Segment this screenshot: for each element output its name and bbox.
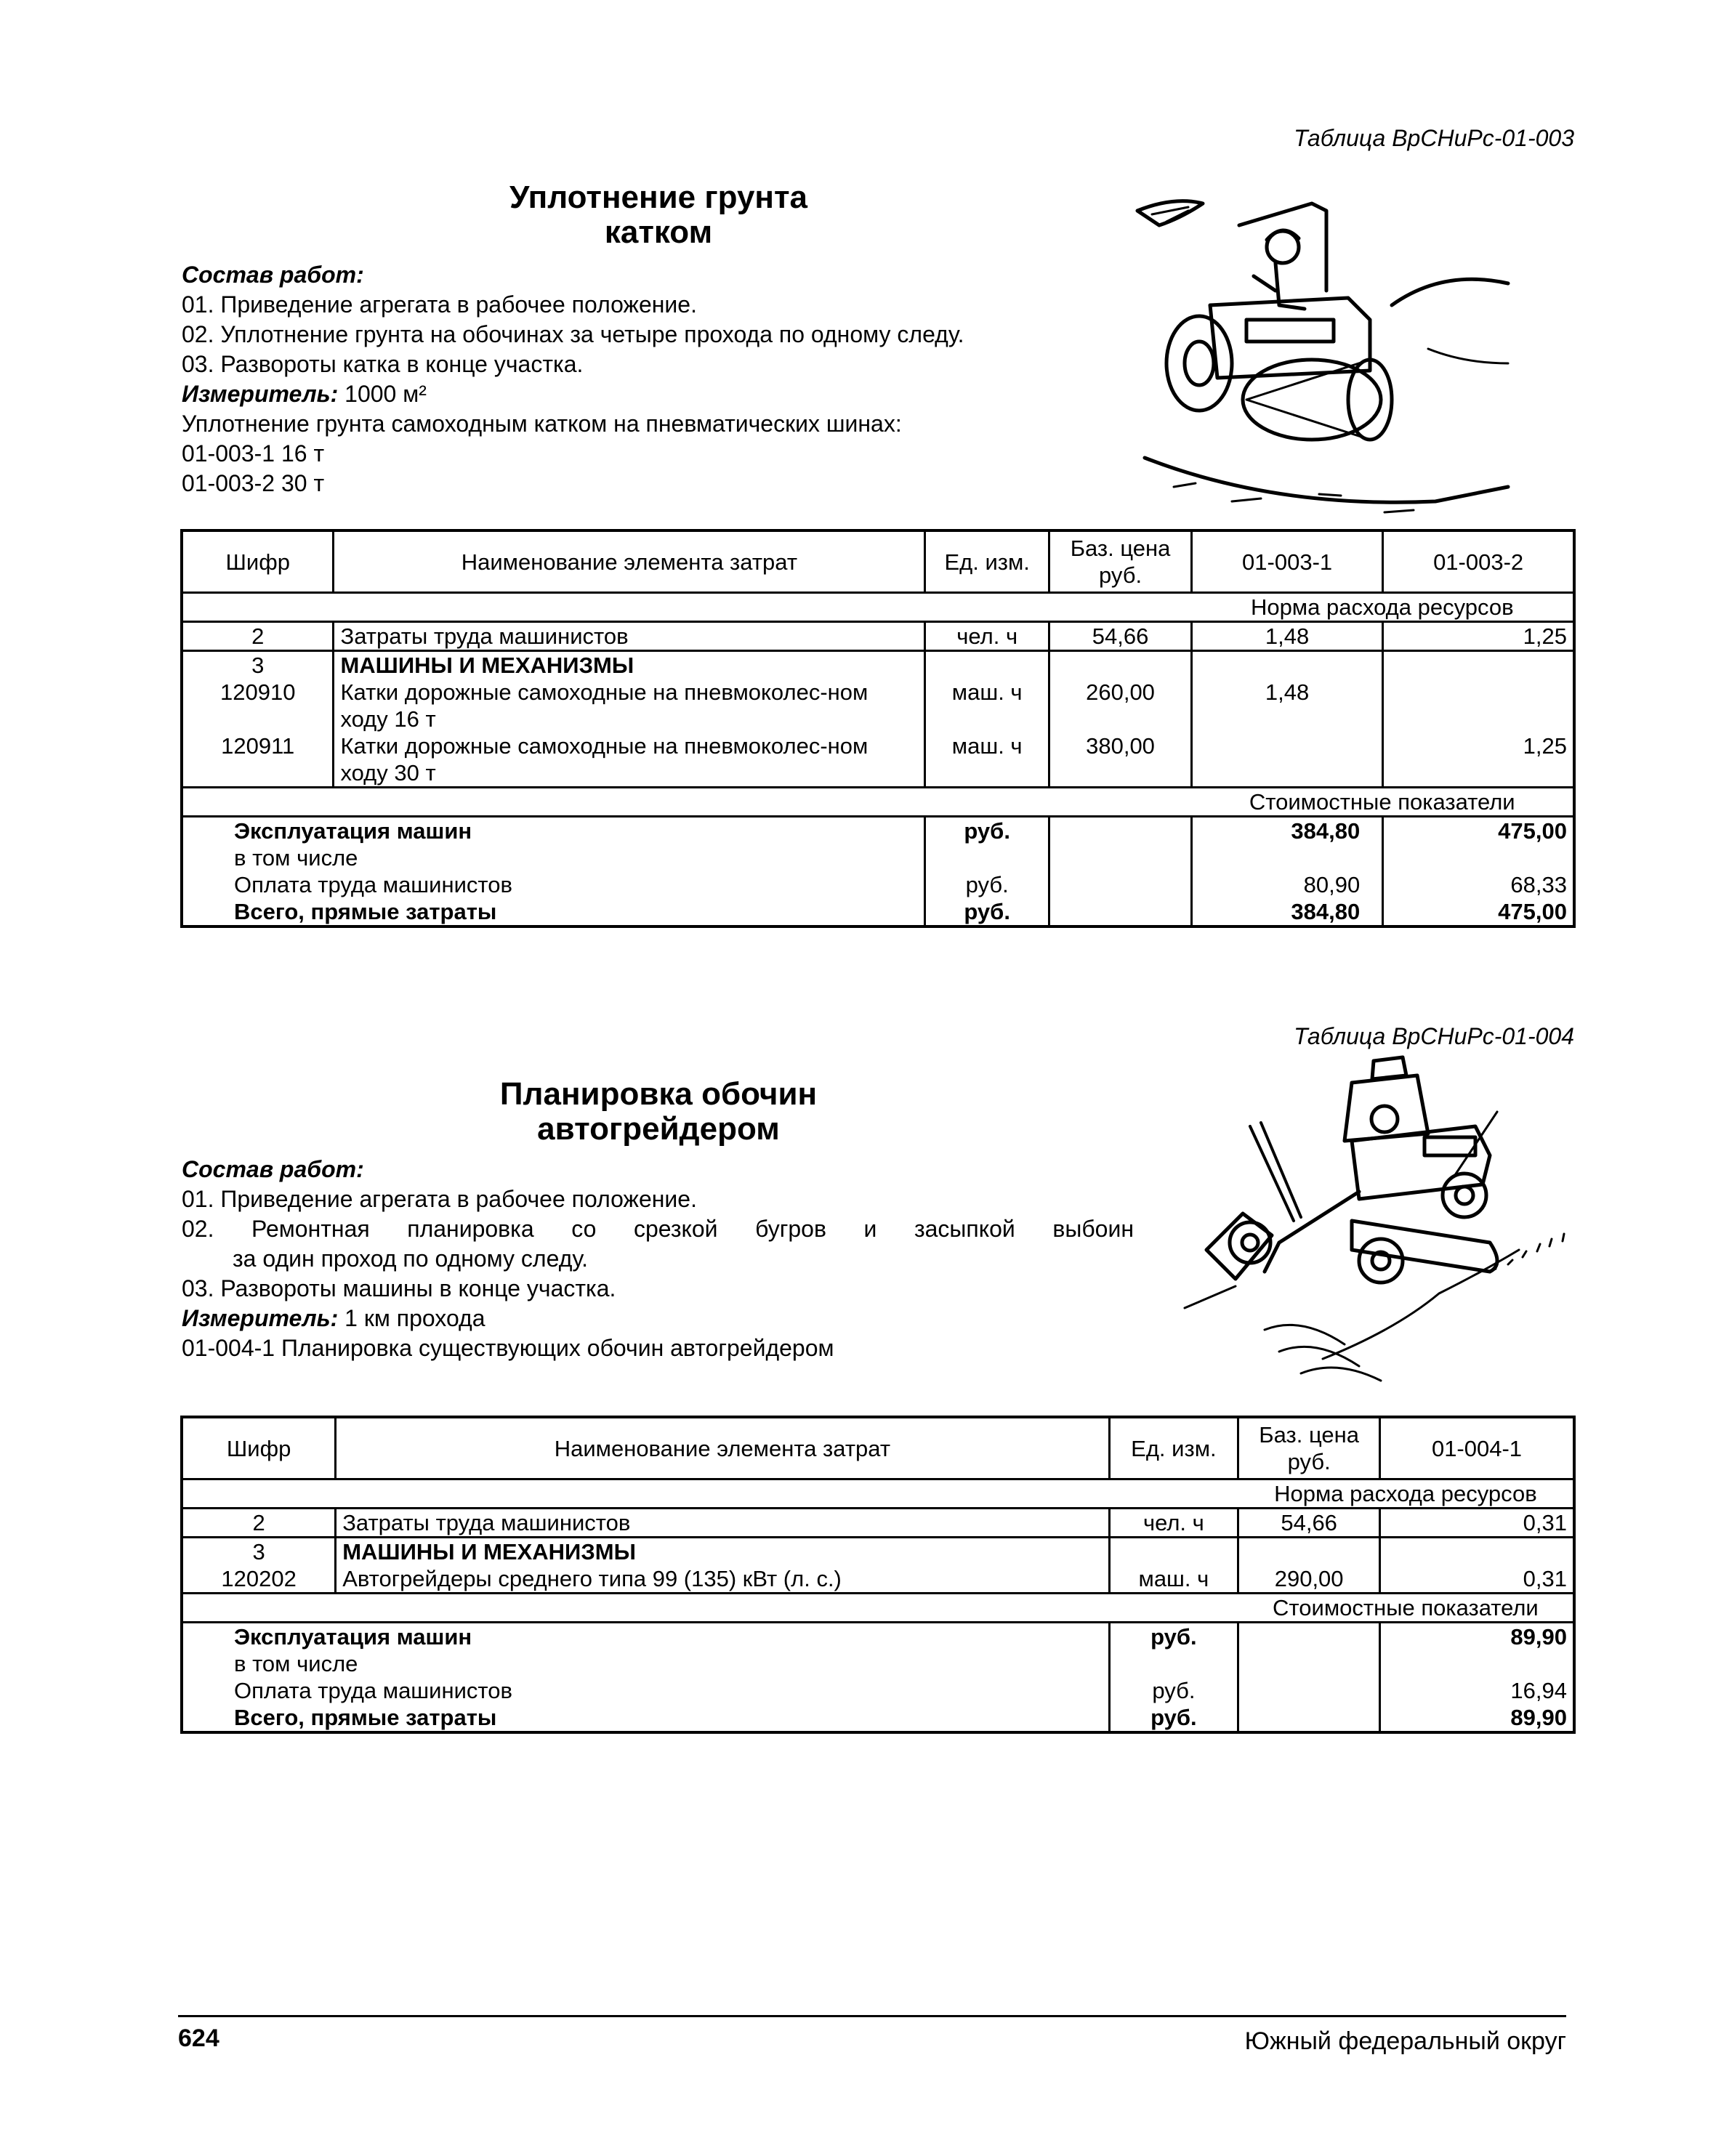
cost-row	[182, 1650, 1574, 1677]
column-header: 01-004-1	[1380, 1417, 1575, 1479]
cost-label: Стоимостные показатели	[1249, 789, 1515, 815]
measure	[182, 1304, 1134, 1333]
column-header: Баз. цена руб.	[1238, 1417, 1380, 1479]
column-header: Шифр	[182, 530, 334, 593]
value-cell	[1383, 679, 1574, 732]
work-description	[182, 1155, 1134, 1363]
section-label-row	[182, 788, 1574, 817]
work-step: 03. Развороты катка в конце участка.	[182, 351, 584, 377]
cost-label: Стоимостные показатели	[1273, 1595, 1539, 1620]
value-cell: 475,00	[1383, 898, 1574, 926]
price-cell: 54,66	[1238, 1509, 1380, 1538]
value-cell: 384,80	[1191, 898, 1382, 926]
cost-row	[182, 1623, 1574, 1651]
price-cell: 260,00	[1049, 679, 1192, 732]
cost-name: Эксплуатация машин	[234, 818, 472, 844]
cost-table	[180, 529, 1576, 928]
value-cell	[1380, 1538, 1575, 1566]
unit-cell: руб.	[1109, 1704, 1238, 1732]
price-cell: 290,00	[1238, 1565, 1380, 1594]
cost-name: Эксплуатация машин	[234, 1624, 472, 1650]
value-cell	[1191, 651, 1382, 679]
cost-table	[180, 1416, 1576, 1734]
description: Уплотнение грунта самоходным катком на пневматических шинах:	[182, 411, 902, 437]
value-cell	[1383, 651, 1574, 679]
price-cell	[1049, 898, 1192, 926]
cost-name: Оплата труда машинистов	[234, 1678, 512, 1703]
unit-cell	[925, 651, 1049, 679]
works-label: Состав работ:	[182, 1156, 364, 1182]
measure	[182, 379, 964, 409]
variant: 01-003-2 30 т	[182, 470, 325, 496]
code-cell: 2	[251, 623, 265, 649]
section-title	[404, 180, 913, 250]
section-label-row	[182, 593, 1574, 622]
table-header-row	[182, 530, 1574, 593]
value-cell: 1,25	[1383, 732, 1574, 788]
work-step: 01. Приведение агрегата в рабочее положение.	[182, 291, 697, 318]
variant: 01-003-1 16 т	[182, 440, 325, 467]
unit-cell: руб.	[925, 871, 1049, 898]
code-cell: 120910	[220, 679, 296, 705]
title-line: Планировка обочин	[499, 1076, 818, 1112]
value-cell: 1,48	[1191, 679, 1382, 732]
value-cell: 1,25	[1383, 622, 1574, 651]
value-cell: 384,80	[1191, 817, 1382, 845]
unit-cell: руб.	[925, 817, 1049, 845]
price-cell	[1049, 871, 1192, 898]
column-header: Шифр	[182, 1417, 336, 1479]
section-title	[404, 1077, 913, 1147]
cost-row	[182, 1704, 1574, 1732]
unit-cell	[1109, 1650, 1238, 1677]
price-cell	[1238, 1623, 1380, 1651]
table-row	[182, 1565, 1574, 1594]
motor-grader-illustration	[1177, 1054, 1584, 1388]
price-cell: 54,66	[1049, 622, 1192, 651]
price-cell: 380,00	[1049, 732, 1192, 788]
title-line: Уплотнение грунта	[509, 179, 808, 215]
table-row	[182, 1509, 1574, 1538]
norm-label: Норма расхода ресурсов	[1274, 1481, 1537, 1506]
code-cell: 120911	[221, 733, 295, 759]
unit-cell: маш. ч	[925, 732, 1049, 788]
section-label-row	[182, 1479, 1574, 1509]
column-header: Ед. изм.	[1109, 1417, 1238, 1479]
value-cell: 0,31	[1380, 1565, 1575, 1594]
cost-row	[182, 817, 1574, 845]
column-header: Наименование элемента затрат	[336, 1417, 1109, 1479]
work-description	[182, 260, 964, 498]
table-row	[182, 651, 1574, 679]
code-cell: 2	[252, 1510, 265, 1535]
value-cell: 89,90	[1380, 1623, 1575, 1651]
unit-cell	[925, 844, 1049, 871]
cost-row	[182, 1677, 1574, 1704]
cost-row	[182, 871, 1574, 898]
value-cell: 0,31	[1380, 1509, 1575, 1538]
price-cell	[1238, 1538, 1380, 1566]
table-caption: Таблица ВрСНиРс-01-003	[1294, 125, 1574, 151]
value-cell	[1383, 844, 1574, 871]
column-header: Баз. цена руб.	[1049, 530, 1192, 593]
code-cell: 3	[251, 653, 265, 678]
cost-name: Всего, прямые затраты	[234, 899, 497, 924]
table-row	[182, 622, 1574, 651]
value-cell: 89,90	[1380, 1704, 1575, 1732]
value-cell	[1380, 1650, 1575, 1677]
unit-cell: маш. ч	[925, 679, 1049, 732]
cost-name: Всего, прямые затраты	[234, 1705, 497, 1730]
value-cell: 16,94	[1380, 1677, 1575, 1704]
unit-cell: руб.	[1109, 1677, 1238, 1704]
work-step: за один проход по одному следу.	[233, 1245, 589, 1272]
footer-region: Южный федеральный округ	[1244, 2027, 1566, 2055]
page-number: 624	[178, 2024, 219, 2052]
column-header: 01-003-1	[1191, 530, 1382, 593]
section-label-row	[182, 1594, 1574, 1623]
unit-cell: чел. ч	[1109, 1509, 1238, 1538]
name-cell: МАШИНЫ И МЕХАНИЗМЫ	[336, 1538, 1109, 1566]
value-cell: 1,48	[1191, 622, 1382, 651]
work-step: 02. Уплотнение грунта на обочинах за четыре прохода по одному следу.	[182, 321, 964, 347]
measure-value: 1 км прохода	[344, 1305, 485, 1331]
name-cell: Автогрейдеры среднего типа 99 (135) кВт (л. с.)	[336, 1565, 1109, 1594]
unit-cell: маш. ч	[1109, 1565, 1238, 1594]
value-cell: 68,33	[1383, 871, 1574, 898]
unit-cell	[1109, 1538, 1238, 1566]
price-cell	[1238, 1650, 1380, 1677]
measure-label: Измеритель:	[182, 381, 339, 407]
table-row	[182, 679, 1574, 732]
work-step: 02. Ремонтная планировка со срезкой бугров и засыпкой выбоин	[182, 1216, 1134, 1242]
cost-name: Оплата труда машинистов	[234, 872, 512, 897]
name-cell: Катки дорожные самоходные на пневмоколес-ном ходу 30 т	[334, 732, 925, 788]
variant: 01-004-1 Планировка существующих обочин автогрейдером	[182, 1335, 834, 1361]
price-cell	[1049, 651, 1192, 679]
unit-cell: руб.	[925, 898, 1049, 926]
table-header-row	[182, 1417, 1574, 1479]
price-cell	[1049, 817, 1192, 845]
column-header: 01-003-2	[1383, 530, 1574, 593]
value-cell	[1191, 844, 1382, 871]
cost-name: в том числе	[234, 1651, 358, 1676]
footer-divider	[178, 2015, 1566, 2017]
works-label: Состав работ:	[182, 262, 364, 288]
price-cell	[1049, 844, 1192, 871]
name-cell: Затраты труда машинистов	[334, 622, 925, 651]
price-cell	[1238, 1677, 1380, 1704]
table-row	[182, 1538, 1574, 1566]
table-caption: Таблица ВрСНиРс-01-004	[1294, 1023, 1574, 1049]
code-cell: 3	[252, 1539, 265, 1564]
name-cell: МАШИНЫ И МЕХАНИЗМЫ	[334, 651, 925, 679]
road-roller-illustration	[1130, 182, 1523, 516]
value-cell	[1191, 732, 1382, 788]
measure-label: Измеритель:	[182, 1305, 339, 1331]
column-header: Ед. изм.	[925, 530, 1049, 593]
work-step: 01. Приведение агрегата в рабочее положение.	[182, 1186, 697, 1212]
name-cell: Затраты труда машинистов	[336, 1509, 1109, 1538]
cost-name: в том числе	[234, 845, 358, 871]
measure-value: 1000 м²	[344, 381, 427, 407]
column-header: Наименование элемента затрат	[334, 530, 925, 593]
value-cell: 80,90	[1191, 871, 1382, 898]
title-line: катком	[604, 214, 713, 250]
name-cell: Катки дорожные самоходные на пневмоколес-ном ходу 16 т	[334, 679, 925, 732]
cost-row	[182, 898, 1574, 926]
value-cell: 475,00	[1383, 817, 1574, 845]
norm-label: Норма расхода ресурсов	[1250, 594, 1514, 620]
unit-cell: руб.	[1109, 1623, 1238, 1651]
price-cell	[1238, 1704, 1380, 1732]
title-line: автогрейдером	[537, 1111, 780, 1147]
table-row	[182, 732, 1574, 788]
unit-cell: чел. ч	[925, 622, 1049, 651]
work-step: 03. Развороты машины в конце участка.	[182, 1275, 616, 1301]
cost-row	[182, 844, 1574, 871]
code-cell: 120202	[221, 1566, 297, 1591]
